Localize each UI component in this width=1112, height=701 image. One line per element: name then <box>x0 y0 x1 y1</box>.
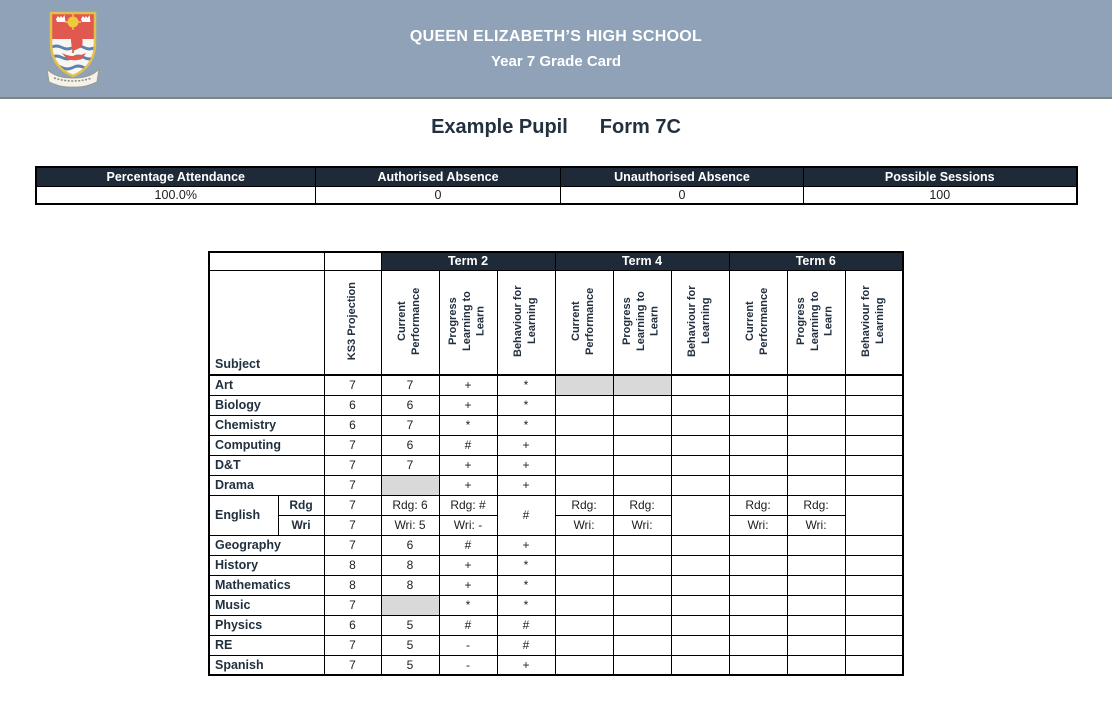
grade-cell: + <box>497 455 555 475</box>
grade-cell <box>845 575 903 595</box>
metric-header <box>555 270 613 375</box>
grade-cell <box>729 615 787 635</box>
grade-cell <box>729 415 787 435</box>
grade-cell: + <box>439 455 497 475</box>
grade-cell <box>845 375 903 395</box>
grade-cell: + <box>497 435 555 455</box>
grade-cell: * <box>439 595 497 615</box>
grade-cell <box>729 655 787 675</box>
grade-cell <box>671 495 729 535</box>
subject-column-header: Subject <box>209 270 324 375</box>
attendance-header: Unauthorised Absence <box>561 167 804 186</box>
grade-cell: Wri: <box>787 515 845 535</box>
grade-cell <box>729 475 787 495</box>
grade-cell <box>671 655 729 675</box>
metric-header <box>787 270 845 375</box>
grade-cell <box>845 475 903 495</box>
grade-cell <box>729 575 787 595</box>
grade-cell <box>671 395 729 415</box>
metric-header-label: Current Performance <box>396 287 422 355</box>
grade-cell <box>845 635 903 655</box>
grade-cell <box>787 535 845 555</box>
grade-cell: 6 <box>381 435 439 455</box>
grade-cell <box>729 375 787 395</box>
ks3-projection-header-label: KS3 Projection <box>345 281 358 360</box>
subject-cell: D&T <box>209 455 324 475</box>
grade-cell: Wri: <box>555 515 613 535</box>
grade-cell: # <box>497 635 555 655</box>
grade-cell <box>845 395 903 415</box>
attendance-header: Percentage Attendance <box>36 167 316 186</box>
table-row <box>209 595 903 615</box>
ks3-cell: 7 <box>324 655 381 675</box>
grade-cell <box>729 595 787 615</box>
grade-cell: # <box>439 535 497 555</box>
grade-cell: * <box>497 555 555 575</box>
grade-cell <box>381 595 439 615</box>
table-row <box>209 415 903 435</box>
grade-cell <box>787 595 845 615</box>
grade-cell: - <box>439 655 497 675</box>
grade-cell <box>613 575 671 595</box>
metric-header-label: Progress Learning to Learn <box>447 290 487 351</box>
table-row <box>209 495 903 515</box>
ks3-cell: 8 <box>324 555 381 575</box>
term-header: Term 4 <box>555 252 729 270</box>
grade-cell: + <box>497 655 555 675</box>
grade-cell <box>671 595 729 615</box>
pupil-form: Form 7C <box>599 116 681 138</box>
attendance-value: 100 <box>804 186 1077 204</box>
english-strand-label: Rdg <box>278 495 324 515</box>
grade-cell <box>845 615 903 635</box>
blank-ks3-cell <box>324 252 381 270</box>
table-row <box>209 615 903 635</box>
grade-cell <box>671 555 729 575</box>
grade-cell: + <box>439 395 497 415</box>
pupil-name: Example Pupil <box>431 116 568 138</box>
grade-cell: # <box>439 615 497 635</box>
grade-cell <box>729 455 787 475</box>
subject-cell: Chemistry <box>209 415 324 435</box>
grade-cell: 7 <box>381 455 439 475</box>
grade-cell <box>613 635 671 655</box>
grade-cell <box>613 595 671 615</box>
table-row <box>209 535 903 555</box>
grade-cell <box>671 455 729 475</box>
school-crest-icon <box>40 9 106 91</box>
metric-header <box>729 270 787 375</box>
grade-cell <box>613 615 671 635</box>
subject-cell: RE <box>209 635 324 655</box>
ks3-cell: 7 <box>324 435 381 455</box>
grade-cell: 7 <box>381 415 439 435</box>
grade-cell <box>555 475 613 495</box>
grade-cell <box>787 475 845 495</box>
subject-cell: Biology <box>209 395 324 415</box>
grade-cell <box>613 655 671 675</box>
grade-cell <box>555 555 613 575</box>
grade-cell <box>845 655 903 675</box>
ks3-cell: 6 <box>324 395 381 415</box>
ks3-cell: 7 <box>324 535 381 555</box>
metric-header <box>613 270 671 375</box>
grade-cell: - <box>439 635 497 655</box>
subject-cell: Geography <box>209 535 324 555</box>
grade-cell: Rdg: <box>555 495 613 515</box>
ks3-cell: 6 <box>324 615 381 635</box>
grade-cell: * <box>497 395 555 415</box>
metric-header-label: Current Performance <box>570 287 596 355</box>
grade-cell: 6 <box>381 395 439 415</box>
grade-cell <box>613 395 671 415</box>
table-row <box>209 575 903 595</box>
banner-titles <box>0 28 1112 70</box>
school-header-banner <box>0 0 1112 99</box>
grade-cell <box>845 455 903 475</box>
ks3-cell: 7 <box>324 375 381 395</box>
grade-cell <box>613 535 671 555</box>
grade-cell <box>671 535 729 555</box>
grade-cell <box>845 535 903 555</box>
grade-cell: Wri: - <box>439 515 497 535</box>
metric-header <box>381 270 439 375</box>
grade-cell: 6 <box>381 535 439 555</box>
subject-cell: Spanish <box>209 655 324 675</box>
grades-table <box>208 251 904 676</box>
grade-cell: 5 <box>381 635 439 655</box>
grade-cell: + <box>497 475 555 495</box>
subject-cell: Drama <box>209 475 324 495</box>
grade-cell <box>555 375 613 395</box>
metric-header <box>439 270 497 375</box>
attendance-header: Possible Sessions <box>804 167 1077 186</box>
grade-cell: + <box>439 475 497 495</box>
subject-cell: Computing <box>209 435 324 455</box>
grade-cell: # <box>497 495 555 535</box>
grade-cell <box>787 395 845 415</box>
subject-cell: History <box>209 555 324 575</box>
grade-cell: Rdg: <box>729 495 787 515</box>
grade-cell: 5 <box>381 615 439 635</box>
grade-cell <box>671 375 729 395</box>
grade-cell <box>613 375 671 395</box>
grade-cell: + <box>439 375 497 395</box>
term-header: Term 2 <box>381 252 555 270</box>
grade-cell: * <box>497 575 555 595</box>
grade-cell: * <box>497 375 555 395</box>
subject-cell: Physics <box>209 615 324 635</box>
metric-header-label: Current Performance <box>744 287 770 355</box>
grade-cell: + <box>439 575 497 595</box>
ks3-cell: 7 <box>324 635 381 655</box>
ks3-cell: 6 <box>324 415 381 435</box>
subject-cell: Art <box>209 375 324 395</box>
grade-cell <box>613 555 671 575</box>
grade-cell <box>381 475 439 495</box>
metric-header <box>845 270 903 375</box>
grade-cell: * <box>497 415 555 435</box>
grade-cell <box>671 615 729 635</box>
ks3-cell: 8 <box>324 575 381 595</box>
grade-cell <box>729 435 787 455</box>
grade-cell <box>555 415 613 435</box>
table-row <box>209 555 903 575</box>
grade-cell <box>555 395 613 415</box>
grade-cell: + <box>439 555 497 575</box>
grade-cell <box>555 435 613 455</box>
grade-cell <box>555 575 613 595</box>
subject-cell: Mathematics <box>209 575 324 595</box>
ks3-cell: 7 <box>324 495 381 515</box>
grade-cell: Rdg: <box>613 495 671 515</box>
ks3-cell: 7 <box>324 595 381 615</box>
grade-cell <box>845 555 903 575</box>
grade-cell <box>671 475 729 495</box>
grade-cell: # <box>439 435 497 455</box>
school-name: QUEEN ELIZABETH’S HIGH SCHOOL <box>409 27 703 45</box>
ks3-cell: 7 <box>324 455 381 475</box>
metric-header <box>497 270 555 375</box>
grade-cell <box>845 495 903 535</box>
grade-cell <box>787 375 845 395</box>
grade-cell <box>555 615 613 635</box>
term-header: Term 6 <box>729 252 903 270</box>
grade-cell <box>613 415 671 435</box>
card-subtitle: Year 7 Grade Card <box>490 52 622 70</box>
grade-cell <box>555 535 613 555</box>
table-row <box>209 475 903 495</box>
grade-cell <box>671 435 729 455</box>
ks3-projection-header <box>324 270 381 375</box>
grade-cell <box>787 555 845 575</box>
grade-cell: 5 <box>381 655 439 675</box>
table-row <box>209 435 903 455</box>
grade-cell <box>787 435 845 455</box>
metric-header-label: Progress Learning to Learn <box>795 290 835 351</box>
grade-cell <box>845 415 903 435</box>
table-row <box>209 635 903 655</box>
grade-cell: Wri: 5 <box>381 515 439 535</box>
grade-cell <box>787 575 845 595</box>
metric-header-label: Behaviour for Learning <box>686 285 712 357</box>
metric-header-label: Progress Learning to Learn <box>621 290 661 351</box>
grade-cell: Rdg: # <box>439 495 497 515</box>
grade-cell <box>729 535 787 555</box>
grade-cell <box>613 475 671 495</box>
table-row <box>209 655 903 675</box>
grade-cell: * <box>497 595 555 615</box>
grade-cell: + <box>497 535 555 555</box>
blank-corner-cell <box>209 252 324 270</box>
grade-cell <box>555 635 613 655</box>
grade-cell: Rdg: 6 <box>381 495 439 515</box>
grade-cell <box>671 575 729 595</box>
grade-cell <box>729 555 787 575</box>
grade-cell <box>613 455 671 475</box>
grade-cell <box>555 655 613 675</box>
grade-cell <box>787 615 845 635</box>
pupil-title-line <box>0 116 1112 139</box>
metric-header-label: Behaviour for Learning <box>512 285 538 357</box>
grade-cell: Wri: <box>729 515 787 535</box>
grade-cell <box>787 635 845 655</box>
ks3-cell: 7 <box>324 475 381 495</box>
english-strand-label: Wri <box>278 515 324 535</box>
attendance-header-row <box>36 167 1077 186</box>
grade-cell <box>729 635 787 655</box>
grade-cell: Rdg: <box>787 495 845 515</box>
grade-cell: 8 <box>381 575 439 595</box>
metric-header-label: Behaviour for Learning <box>860 285 886 357</box>
attendance-value-row <box>36 186 1077 204</box>
attendance-header: Authorised Absence <box>316 167 561 186</box>
grade-cell <box>845 595 903 615</box>
table-row <box>209 515 903 535</box>
subject-cell: English <box>209 495 278 535</box>
grade-cell <box>845 435 903 455</box>
grade-cell: 7 <box>381 375 439 395</box>
table-row <box>209 455 903 475</box>
grade-cell <box>671 415 729 435</box>
grade-cell: Wri: <box>613 515 671 535</box>
grade-cell: * <box>439 415 497 435</box>
grade-cell: # <box>497 615 555 635</box>
grade-cell <box>729 395 787 415</box>
grade-cell <box>555 595 613 615</box>
grade-cell <box>613 435 671 455</box>
table-row <box>209 395 903 415</box>
ks3-cell: 7 <box>324 515 381 535</box>
grade-cell <box>787 415 845 435</box>
attendance-value: 0 <box>561 186 804 204</box>
grade-cell: 8 <box>381 555 439 575</box>
grade-cell <box>787 455 845 475</box>
attendance-value: 100.0% <box>36 186 316 204</box>
table-row <box>209 375 903 395</box>
attendance-value: 0 <box>316 186 561 204</box>
grade-cell <box>671 635 729 655</box>
grade-cell <box>787 655 845 675</box>
attendance-table <box>35 166 1078 205</box>
subject-cell: Music <box>209 595 324 615</box>
metric-header <box>671 270 729 375</box>
grade-cell <box>555 455 613 475</box>
